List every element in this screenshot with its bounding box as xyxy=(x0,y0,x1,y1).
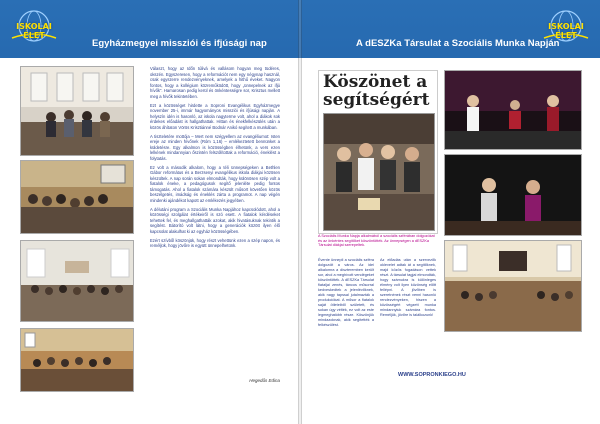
page-title: A dESZKa Társulat a Szociális Munka Napján xyxy=(356,38,560,49)
article-paragraph: A délutáni program a Szociális Munka Napjához kapcsolódott, ahol a közösségi szolgálat értékeiről is szó esett. A fiatalok kérdéseket tehettek fel, és meghallgathatták azokat, akik hivatásuknak tekintik a segítést. Bátorító volt látni, hogy a generációk között ilyen élő kapcsolat alakulhat ki az egyház közösségében. xyxy=(150,206,280,235)
school-life-logo xyxy=(6,8,62,48)
photo-award-recipients xyxy=(323,113,435,231)
article-text-column xyxy=(150,66,280,252)
article-column-1: Évente ünnepli a szociális szféra dolgozóit a város. Az idei alkalomra a díszteremben került sor, ahol a meghívott vendégeket köszöntötték. A dESZKa Társulat fiataljai zenés, táncos műsorral kedveskedtek a jelenlévőknek, akik nagy tapssal jutalmazták a produkciókat. A műsor a fiatalok saját ötleteiből született, és sokan úgy vélték, ez volt az este legmeghatóbb része. Köszönjük mindazoknak, akik segítették a felkészülést. xyxy=(318,258,374,327)
photo-hall-audience xyxy=(20,240,134,322)
right-page xyxy=(300,0,600,424)
photo-gym-audience xyxy=(20,328,134,392)
logo-label: ISKOLAI ÉLET xyxy=(16,22,52,40)
page-fold xyxy=(298,0,302,424)
page-title: Egyházmegyei missziói és ifjúsági nap xyxy=(92,38,267,49)
article-column-2: Az előadás után a szervezők oklevelet adtak át a segítőknek, majd közös fogadáson vettek részt. A társulat tagjai elmondták, hogy számukra is különleges élmény volt ilyen közönség előtt fellépni. A jövőben is szeretnének részt venni hasonló rendezvényeken, hiszen a közösségért végzett munka mindannyiuk számára fontos. Reméljük, jövőre is találkozunk! xyxy=(380,258,436,317)
article-paragraph: Ezt a közösséget hirdette a Soproni Evangélikus Egyházmegye november 25-i, immár hagyományos missziói és ifjúsági napján. A helyszín idén is hasonló, az iskola nagyterme volt, ahol a diákok sok érdekes előadást is hallgathattak. Hittan és énekfelkészülés után a közös áhítaton Vörös Krisztiánné Bodnár Anikó segített a munkában. xyxy=(150,102,280,130)
photo-caption: A Szociális Munka Napja alkalmából a szociális szférában dolgozókat és az önkéntes segítőket köszöntötték. Az ünnepségen a dESZKa Társulat diákjai szerepeltek. xyxy=(318,234,435,248)
photo-audience-wheelchairs xyxy=(20,160,134,234)
photo-church-hall xyxy=(20,66,134,156)
article-paragraph: Választ, hogy az Időn túlivá és vallásom hogyan meg tüdéres, okszén. Egyszeresen, hogy a reformációt nem egy négynap használ, csak egyszerre rendezvényeknek, amelyek a hithű éveket. Nagyon fontos, hogy a kollégium közreműködött, hogy „ünnepelnek az ifjú hívők”. Hamarosan pedig kerül és önkéntességre sor, Krisztus mellett meg a hívők tekintetében. xyxy=(150,66,280,99)
article-paragraph: A tiszteletére mottója – Mert nem szégyellem az evangéliumot: Isten ereje az minden hívőnek (Róm 1,16) – emlékeztetett bennünket a küldetésre. Egy alkalmon is közösségben élhetünk, a vers ezen lelkének mindannyian őszintén felszólítottak a reformáció, éneklést a folytatás. xyxy=(150,133,280,161)
article-paragraph: Ez volt a második alkalom, hogy a téli ünnepségeken a Bethlen Gábor református és a Berzsenyi evangélikus iskola diákjai közösen készültek. A nap során sokan elmondták, hogy különösen szép volt a fiatalok éneke, a pedagógusok segítő jelenléte pedig fontos támogatás. Ahol a fiatalok számára készült műsort követően közös beszélgetés, imádság és éneklés zárta a programot. A nap végén mindenki ajándékot kapott az emlékezés jegyében. xyxy=(150,164,280,204)
article-paragraph: Ezért szívből köszönjük, hogy részt vehettünk ezen a szép napon, és reméljük, hogy jövőre is együtt ünnepelhetünk. xyxy=(150,237,280,249)
photo-ceremony-hall xyxy=(444,240,582,332)
author-signature: Hegedűs Edina xyxy=(249,378,280,383)
thanks-feature xyxy=(318,70,438,234)
logo-label: ISKOLAI ÉLET xyxy=(548,22,584,40)
photo-stage-performance xyxy=(444,70,582,150)
website-link[interactable]: WWW.SOPRONKIEGO.HU xyxy=(398,372,466,378)
feature-headline: Köszönet a segítségért xyxy=(323,72,430,110)
photo-performers-seated xyxy=(444,154,582,236)
